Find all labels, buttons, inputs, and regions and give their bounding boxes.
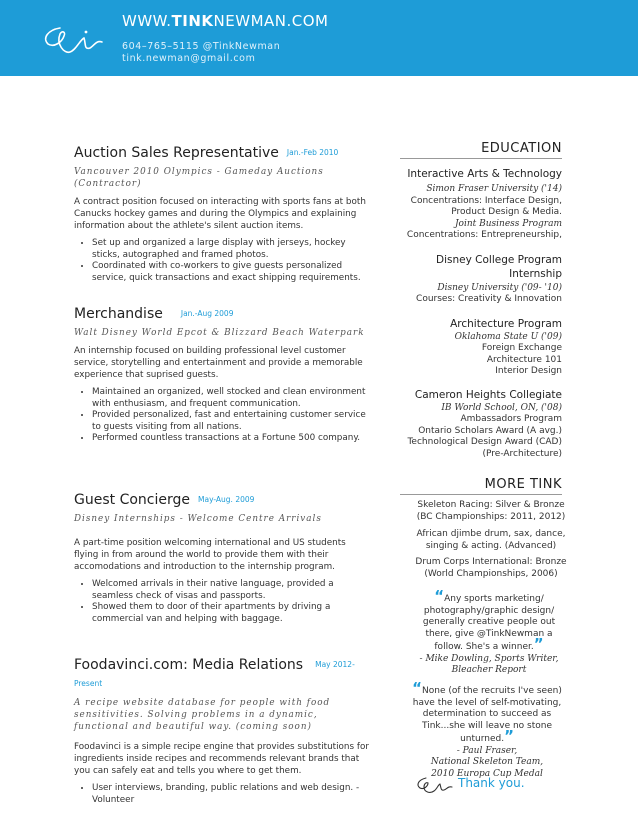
bullet-item: • User interviews, branding, public relations and web design. - Volunteer bbox=[92, 783, 370, 806]
more-item: African djimbe drum, sax, dance, singing & acting. (Advanced) bbox=[416, 529, 566, 551]
open-quote-icon: “ bbox=[412, 679, 423, 697]
education-item bbox=[400, 317, 562, 378]
job-title: Guest Concierge bbox=[74, 492, 190, 508]
more-item: Skeleton Racing: Silver & Bronze (BC Championships: 2011, 2012) bbox=[416, 500, 566, 522]
quote-text: None (of the recruits I've seen) have the level of self-motivating, determination to succeed as Tink...she will leave no stone unturned. bbox=[412, 686, 562, 744]
job-description: An internship focused on building professional level customer service, storytelling and entertainment and provide a memorable experience that suprised guests. bbox=[74, 346, 363, 380]
job-subtitle: Vancouver 2010 Olympics - Gameday Auctions (Contractor) bbox=[74, 167, 324, 189]
job-bullets bbox=[74, 579, 370, 625]
bullet-item: • Set up and organized a large display with jerseys, hockey sticks, autographed and framed photos. bbox=[92, 238, 370, 261]
testimonial-2 bbox=[400, 679, 574, 780]
job-subtitle: Disney Internships - Welcome Centre Arrivals bbox=[74, 514, 322, 524]
job-description: A contract position focused on interacting with sports fans at both Canucks hockey games and during the Olympics and explaining information about the athlete's silent auction items. bbox=[74, 197, 366, 231]
job-foodavinci bbox=[74, 654, 370, 806]
job-date: Jan.-Aug 2009 bbox=[180, 309, 234, 318]
job-bullets bbox=[74, 238, 370, 284]
bullet-item: • Coordinated with co-workers to give guests personalized service, quick transactions and exact shipping requirements. bbox=[92, 261, 370, 284]
bullet-item: • Showed them to door of their apartments by driving a commercial van and helping with baggage. bbox=[92, 602, 370, 625]
section-title: EDUCATION bbox=[481, 141, 562, 156]
school-detail: Ontario Scholars Award (A avg.) bbox=[418, 425, 562, 436]
job-date: May 2012- Present bbox=[74, 660, 355, 688]
job-guest-concierge bbox=[74, 489, 370, 625]
thank-you-text: Thank you. bbox=[458, 776, 525, 790]
section-title: MORE TINK bbox=[484, 477, 562, 492]
school-detail: Joint Business Program bbox=[454, 218, 562, 229]
job-title: Merchandise bbox=[74, 306, 163, 322]
school-name: Disney University ('09- '10) bbox=[437, 282, 562, 293]
job-date: Jan.-Feb 2010 bbox=[286, 148, 339, 157]
job-auction bbox=[74, 142, 370, 284]
school-detail: Interior Design bbox=[495, 366, 562, 376]
job-bullets bbox=[74, 783, 370, 806]
job-title: Foodavinci.com: Media Relations bbox=[74, 657, 304, 673]
quote-org: Bleacher Report bbox=[451, 665, 527, 675]
education-item bbox=[400, 388, 562, 461]
school-program: Interactive Arts & Technology bbox=[407, 168, 562, 180]
testimonial-1 bbox=[418, 587, 560, 677]
school-detail: Architecture 101 bbox=[486, 354, 562, 365]
school-detail: Concentrations: Entrepreneurship, bbox=[406, 230, 562, 240]
education-item bbox=[400, 253, 562, 306]
close-quote-icon: ” bbox=[533, 635, 544, 653]
school-detail: Concentrations: Interface Design, Product Design & Media. bbox=[410, 195, 562, 217]
bullet-item: • Provided personalized, fast and entertaining customer service to guests visiting from all nations. bbox=[92, 410, 370, 433]
website-link[interactable]: WWW.TINKNEWMAN.COM bbox=[122, 12, 329, 30]
school-detail: (Pre-Architecture) bbox=[482, 448, 562, 459]
job-description: A part-time position welcoming international and US students flying in from around the world to provide them with their accomodations and introduction to the internship program. bbox=[74, 538, 346, 572]
phone-twitter: 604–765–5115 @TinkNewman bbox=[122, 41, 281, 52]
more-item: Drum Corps International: Bronze (World Championships, 2006) bbox=[415, 557, 567, 579]
school-detail: Technological Design Award (CAD) bbox=[407, 437, 562, 447]
quote-text: Any sports marketing/ photography/graphic design/ generally creative people out there, give @TinkNewman a follow. She's a winner. bbox=[422, 594, 556, 652]
school-name: Simon Fraser University ('14) bbox=[426, 184, 562, 194]
header-band bbox=[0, 0, 638, 76]
quote-author: - Paul Fraser, bbox=[456, 745, 518, 756]
quote-author: - Mike Dowling, Sports Writer, bbox=[419, 653, 559, 664]
signature-logo-icon bbox=[40, 18, 110, 62]
school-name: IB World School, ON, ('08) bbox=[441, 402, 562, 413]
job-bullets bbox=[74, 387, 370, 445]
school-program: Cameron Heights Collegiate bbox=[414, 388, 562, 401]
school-name: Oklahoma State U ('09) bbox=[454, 331, 562, 342]
school-program: Disney College Program Internship bbox=[436, 253, 562, 280]
school-detail: Ambassadors Program bbox=[460, 414, 562, 424]
job-title: Auction Sales Representative bbox=[74, 145, 279, 161]
bullet-item: • Welcomed arrivals in their native language, provided a seamless check of visas and passports. bbox=[92, 579, 370, 602]
job-subtitle: Walt Disney World Epcot & Blizzard Beach Waterpark bbox=[74, 328, 365, 338]
job-merchandise bbox=[74, 303, 370, 445]
education-item bbox=[400, 167, 562, 242]
bullet-item: • Maintained an organized, well stocked and clean environment with enthusiasm, and frequent communication. bbox=[92, 387, 370, 410]
school-detail: Foreign Exchange bbox=[481, 343, 562, 353]
close-quote-icon: ” bbox=[504, 727, 514, 745]
open-quote-icon: “ bbox=[434, 587, 445, 605]
bullet-item: • Performed countless transactions at a Fortune 500 company. bbox=[92, 433, 370, 445]
school-detail: Courses: Creativity & Innovation bbox=[416, 294, 562, 304]
job-date: May-Aug. 2009 bbox=[198, 495, 255, 504]
school-program: Architecture Program bbox=[450, 317, 562, 330]
job-subtitle: A recipe website database for people with food sensitivities. Solving problems in a dynamic, functional and beautiful way. (coming soon) bbox=[74, 698, 331, 732]
email-address[interactable]: tink.newman@gmail.com bbox=[122, 53, 256, 64]
education-section bbox=[400, 141, 562, 460]
quote-org: National Skeleton Team, bbox=[430, 757, 544, 767]
section-divider bbox=[400, 494, 562, 495]
job-description: Foodavinci is a simple recipe engine that provides substitutions for ingredients inside recipes and recommends relevant brands that you can safely eat and tells you where to get them. bbox=[74, 742, 369, 776]
signature-small-icon bbox=[414, 774, 454, 796]
section-divider bbox=[400, 158, 562, 159]
quote-org: 2010 Europa Cup Medal bbox=[431, 768, 543, 779]
more-tink-header bbox=[400, 477, 562, 495]
